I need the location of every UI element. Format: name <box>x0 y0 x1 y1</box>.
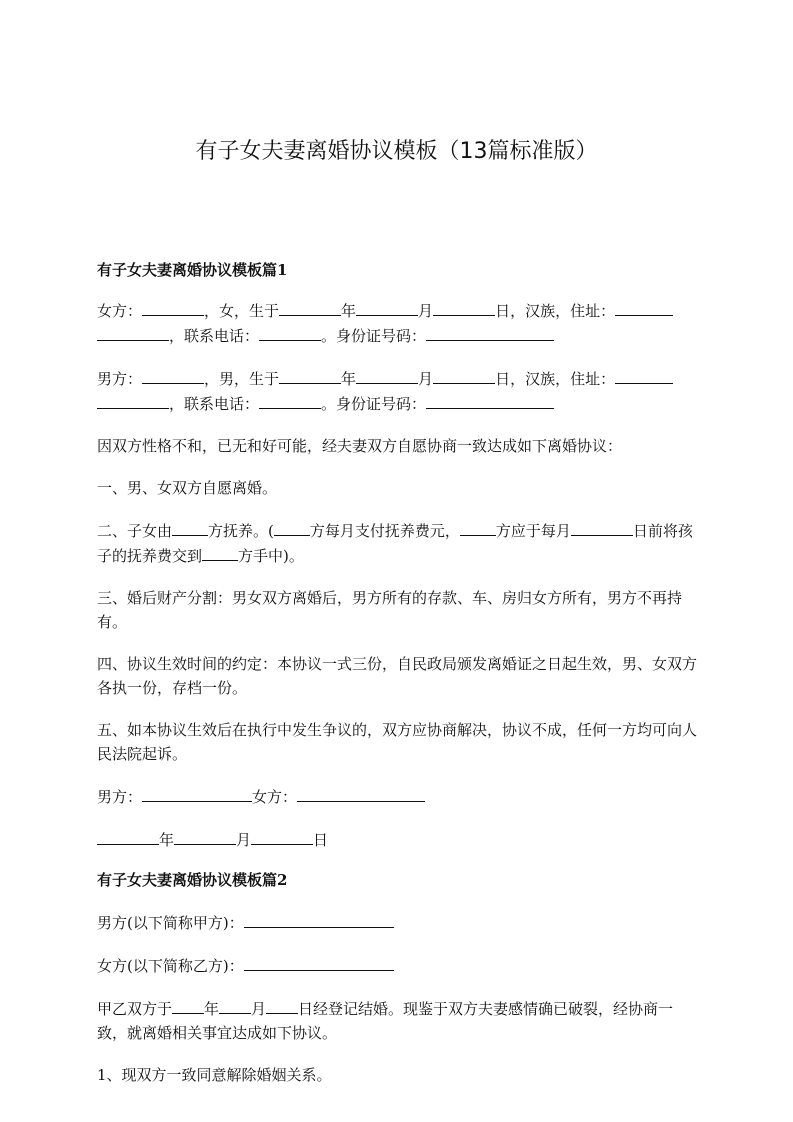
item-2-1: 1、现双方一致同意解除婚姻关系。 <box>97 1066 332 1084</box>
female-info: 女方： ，女，生于 年 月 日，汉族，住址：，联系电话： 。身份证号码： <box>97 298 697 348</box>
blank <box>259 391 321 409</box>
blank <box>279 298 341 316</box>
male-signature-blank <box>142 784 252 802</box>
blank <box>244 953 394 971</box>
blank <box>251 827 313 845</box>
blank <box>172 996 204 1014</box>
item-1: 一、男、女双方自愿离婚。 <box>97 479 278 497</box>
blank <box>426 391 554 409</box>
female-signature-blank <box>297 784 425 802</box>
section-heading-1: 有子女夫妻离婚协议模板篇1 <box>97 261 288 279</box>
blank <box>219 996 251 1014</box>
male-info: 男方： ，男，生于 年 月 日，汉族，住址：，联系电话： 。身份证号码： <box>97 366 697 416</box>
blank <box>244 910 394 928</box>
party-a: 男方(以下简称甲方)： <box>97 910 697 935</box>
item-4: 四、协议生效时间的约定：本协议一式三份，自民政局颁发离婚证之日起生效，男、女双方各执一份，存档一份。 <box>97 655 698 697</box>
blank <box>174 827 236 845</box>
item-2: 二、子女由 方抚养。( 方每月支付抚养费元， 方应于每月 日前将孩子的抚养费交到 方手中)。 <box>97 518 697 568</box>
blank <box>356 366 418 384</box>
blank <box>460 518 496 536</box>
section-heading-2: 有子女夫妻离婚协议模板篇2 <box>97 871 288 889</box>
date-line: 年 月 日 <box>97 827 697 852</box>
blank <box>274 518 310 536</box>
name-blank <box>142 298 204 316</box>
name-blank <box>142 366 204 384</box>
signature-line: 男方： 女方： <box>97 784 697 809</box>
blank <box>202 543 238 561</box>
blank <box>266 996 298 1014</box>
blank <box>571 518 633 536</box>
blank <box>433 366 495 384</box>
blank <box>259 323 321 341</box>
blank <box>279 366 341 384</box>
blank <box>615 366 673 384</box>
blank <box>97 391 169 409</box>
blank <box>97 827 159 845</box>
blank <box>433 298 495 316</box>
blank <box>615 298 673 316</box>
page-title: 有子女夫妻离婚协议模板（13篇标准版） <box>195 139 598 164</box>
blank <box>356 298 418 316</box>
blank <box>426 323 554 341</box>
blank <box>172 518 208 536</box>
party-b: 女方(以下简称乙方)： <box>97 953 697 978</box>
intro-paragraph: 因双方性格不和，已无和好可能，经夫妻双方自愿协商一致达成如下离婚协议： <box>97 437 623 455</box>
document-body <box>97 258 697 1087</box>
blank <box>97 323 169 341</box>
item-5: 五、如本协议生效后在执行中发生争议的，双方应协商解决，协议不成，任何一方均可向人民法院起诉。 <box>97 721 698 763</box>
marriage-paragraph: 甲乙双方于 年 月 日经登记结婚。现鉴于双方夫妻感情确已破裂，经协商一致，就离婚相关事宜达成如下协议。 <box>97 996 697 1045</box>
item-3: 三、婚后财产分割：男女双方离婚后，男方所有的存款、车、房归女方所有，男方不再持有。 <box>97 589 683 631</box>
